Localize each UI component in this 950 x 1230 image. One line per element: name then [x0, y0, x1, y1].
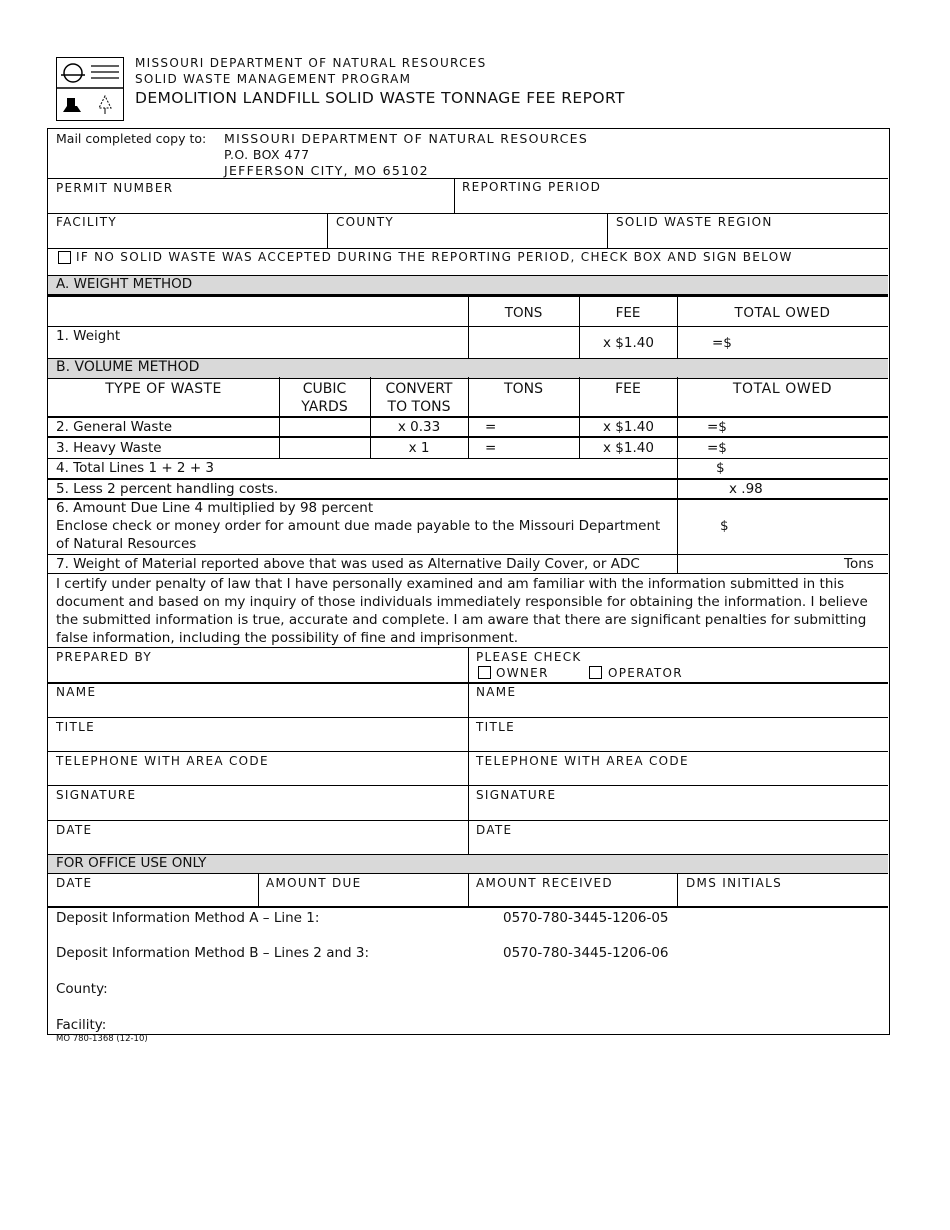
- preparer-date-label: DATE: [56, 823, 93, 837]
- facility-label: FACILITY: [56, 215, 118, 229]
- form-title: DEMOLITION LANDFILL SOLID WASTE TONNAGE FEE REPORT: [135, 89, 625, 107]
- line7-label: 7. Weight of Material reported above that was used as Alternative Daily Cover, or ADC: [56, 556, 640, 572]
- volume-col-convert-1: CONVERT: [385, 381, 453, 397]
- form-number: MO 780-1368 (12-10): [56, 1034, 148, 1044]
- deposit-b-value: 0570-780-3445-1206-06: [503, 945, 669, 961]
- heavy-waste-label: 3. Heavy Waste: [56, 440, 162, 456]
- volume-col-cubic-2: YARDS: [301, 399, 348, 415]
- owner-label: OWNER: [496, 666, 549, 680]
- preparer-title-label: TITLE: [56, 720, 95, 734]
- office-date-label: DATE: [56, 876, 93, 890]
- line6-label-3: of Natural Resources: [56, 536, 197, 552]
- volume-method-heading-text: B. VOLUME METHOD: [56, 359, 200, 375]
- please-check-label: PLEASE CHECK: [476, 650, 582, 664]
- no-waste-label: IF NO SOLID WASTE WAS ACCEPTED DURING THE REPORTING PERIOD, CHECK BOX AND SIGN BELOW: [76, 250, 793, 264]
- preparer-telephone-label: TELEPHONE WITH AREA CODE: [56, 754, 269, 768]
- deposit-a-label: Deposit Information Method A – Line 1:: [56, 910, 320, 926]
- no-waste-checkbox[interactable]: [58, 251, 71, 264]
- line7-value: Tons: [844, 556, 874, 572]
- preparer-signature-label: SIGNATURE: [56, 788, 137, 802]
- heavy-waste-total: =$: [707, 440, 727, 456]
- agency-name: MISSOURI DEPARTMENT OF NATURAL RESOURCES: [135, 56, 487, 70]
- volume-col-total: TOTAL OWED: [732, 381, 833, 397]
- office-facility-label: Facility:: [56, 1017, 107, 1033]
- dnr-logo: [56, 57, 124, 121]
- volume-col-convert-2: TO TONS: [387, 399, 451, 415]
- volume-col-tons: TONS: [504, 381, 543, 397]
- checker-title-label: TITLE: [476, 720, 515, 734]
- dnr-logo-icon: [57, 58, 123, 120]
- permit-number-label: PERMIT NUMBER: [56, 181, 174, 195]
- office-county-label: County:: [56, 981, 108, 997]
- weight-row-fee: x $1.40: [603, 335, 654, 351]
- weight-row-total: =$: [712, 335, 732, 351]
- county-label: COUNTY: [336, 215, 395, 229]
- volume-col-fee: FEE: [615, 381, 641, 397]
- reporting-period-label: REPORTING PERIOD: [462, 180, 602, 194]
- weight-method-heading: [48, 275, 888, 295]
- weight-method-heading-text: A. WEIGHT METHOD: [56, 276, 193, 292]
- mail-line-1: MISSOURI DEPARTMENT OF NATURAL RESOURCES: [224, 131, 589, 146]
- heavy-waste-tons: =: [485, 440, 497, 456]
- weight-col-fee: FEE: [615, 305, 641, 321]
- heavy-waste-fee: x $1.40: [603, 440, 654, 456]
- operator-label: OPERATOR: [608, 666, 683, 680]
- volume-col-cubic-1: CUBIC: [302, 381, 347, 397]
- program-name: SOLID WASTE MANAGEMENT PROGRAM: [135, 72, 412, 86]
- line6-label-1: 6. Amount Due Line 4 multiplied by 98 percent: [56, 500, 374, 516]
- weight-row-label: 1. Weight: [56, 328, 121, 344]
- weight-col-total: TOTAL OWED: [734, 305, 831, 321]
- checker-date-label: DATE: [476, 823, 513, 837]
- line4-value: $: [716, 460, 725, 476]
- mail-line-2: P.O. BOX 477: [224, 147, 310, 162]
- volume-method-heading: [48, 358, 888, 379]
- general-waste-fee: x $1.40: [603, 419, 654, 435]
- line4-label: 4. Total Lines 1 + 2 + 3: [56, 460, 215, 476]
- mail-label: Mail completed copy to:: [56, 131, 207, 146]
- checker-telephone-label: TELEPHONE WITH AREA CODE: [476, 754, 689, 768]
- office-use-heading: [48, 854, 888, 874]
- office-amount-received-label: AMOUNT RECEIVED: [476, 876, 613, 890]
- general-waste-label: 2. General Waste: [56, 419, 173, 435]
- office-amount-due-label: AMOUNT DUE: [266, 876, 362, 890]
- preparer-name-label: NAME: [56, 685, 97, 699]
- solid-waste-region-label: SOLID WASTE REGION: [616, 215, 773, 229]
- office-use-heading-text: FOR OFFICE USE ONLY: [56, 855, 207, 871]
- general-waste-total: =$: [707, 419, 727, 435]
- mail-line-3: JEFFERSON CITY, MO 65102: [224, 163, 429, 178]
- line6-value: $: [720, 518, 729, 534]
- line5-label: 5. Less 2 percent handling costs.: [56, 481, 279, 497]
- line6-label-2: Enclose check or money order for amount due made payable to the Missouri Department: [56, 518, 661, 534]
- volume-col-type: TYPE OF WASTE: [105, 381, 222, 397]
- general-waste-tons: =: [485, 419, 497, 435]
- checker-signature-label: SIGNATURE: [476, 788, 557, 802]
- heavy-waste-convert: x 1: [408, 440, 430, 456]
- deposit-a-value: 0570-780-3445-1206-05: [503, 910, 669, 926]
- deposit-b-label: Deposit Information Method B – Lines 2 and 3:: [56, 945, 370, 961]
- operator-checkbox[interactable]: [589, 666, 602, 679]
- weight-col-tons: TONS: [504, 305, 543, 321]
- certification-text: I certify under penalty of law that I have personally examined and am familiar with the information submitted in this document and based on my inquiry of those individuals immediately responsible for obtaining the information. I believe the submitted information is true, accurate and complete. I am aware that there are significant penalties for submitting false information, including the possibility of fine and imprisonment.: [56, 576, 868, 646]
- checker-name-label: NAME: [476, 685, 517, 699]
- office-dms-initials-label: DMS INITIALS: [686, 876, 783, 890]
- prepared-by-label: PREPARED BY: [56, 650, 153, 664]
- owner-checkbox[interactable]: [478, 666, 491, 679]
- general-waste-convert: x 0.33: [397, 419, 441, 435]
- line5-value: x .98: [729, 481, 763, 497]
